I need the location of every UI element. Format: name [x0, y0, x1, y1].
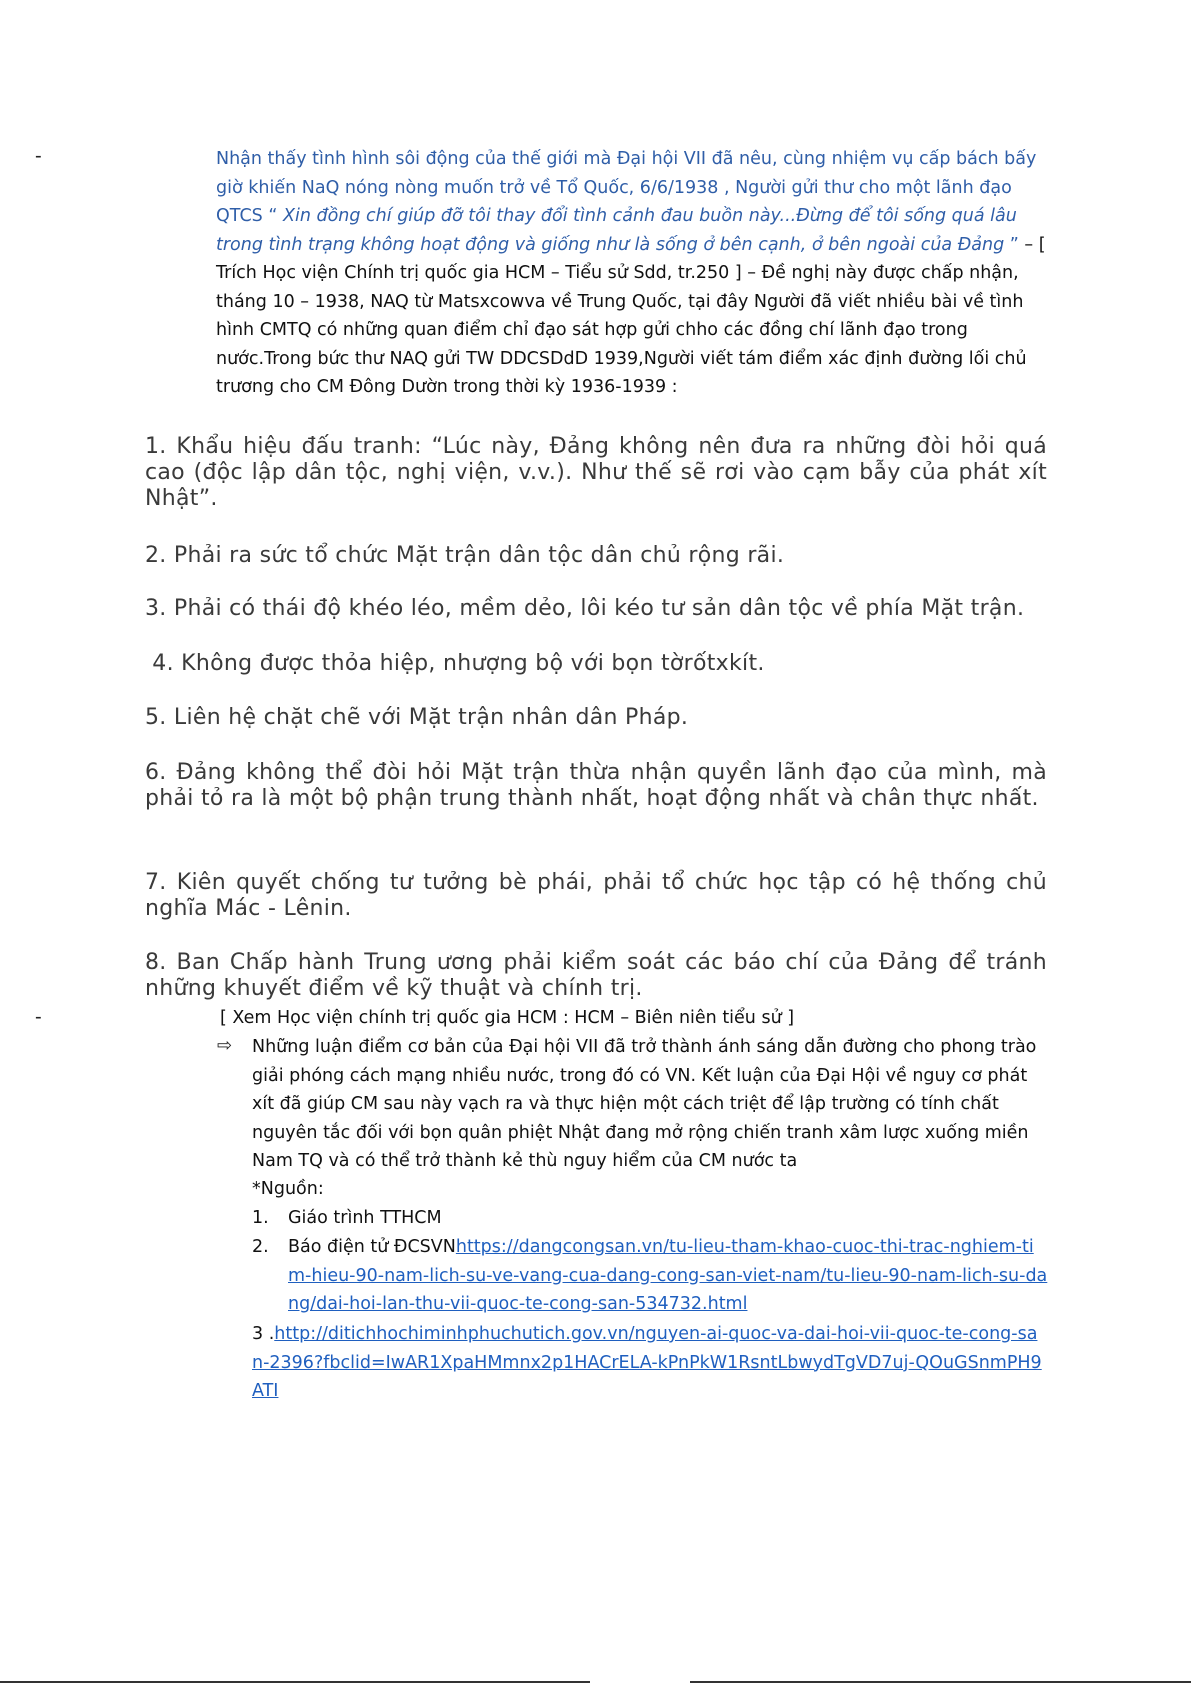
- source-1-text: Giáo trình TTHCM: [288, 1208, 442, 1228]
- intro-blue-text: Nhận thấy tình hình sôi động của thế giới mà Đại hội VII đã nêu, cùng nhiệm vụ cấp bách bấy giờ khiến NaQ nóng nòng muốn trở về Tổ Quốc, 6/6/1938 , Người gửi thư cho một lãnh đạo QTCS “: [216, 149, 1037, 226]
- sources-heading: *Nguồn:: [252, 1179, 324, 1199]
- arrow-icon: ⇨: [217, 1035, 233, 1055]
- page-bottom-rule: [0, 1681, 1191, 1683]
- bottom-rule-gap: [590, 1681, 690, 1683]
- source-3-entry: [252, 1320, 1048, 1406]
- source-3-link[interactable]: http://ditichhochiminhphuchutich.gov.vn/nguyen-ai-quoc-va-dai-hoi-vii-quoc-te-cong-san-2396?fbclid=IwAR1XpaHMmnx2p1HACrELA-kPnPkW1RsntLbwydTgVD7uj-QOuGSnmPH9ATI: [252, 1324, 1042, 1401]
- intro-quote-end: ”: [1004, 234, 1025, 255]
- point-4: 4. Không được thỏa hiệp, nhượng bộ với bọn tờrốtxkít.: [145, 651, 765, 676]
- bullet-dash: -: [35, 1006, 42, 1028]
- source-2-number: 2.: [252, 1237, 269, 1257]
- point-6: 6. Đảng không thể đòi hỏi Mặt trận thừa nhận quyền lãnh đạo của mình, mà phải tỏ ra là một bộ phận trung thành nhất, hoạt động nhất và chân thực nhất.: [145, 760, 1047, 811]
- point-2: 2. Phải ra sức tổ chức Mặt trận dân tộc dân chủ rộng rãi.: [145, 543, 785, 568]
- reference-line: [ Xem Học viện chính trị quốc gia HCM : HCM – Biên niên tiểu sử ]: [220, 1008, 795, 1028]
- source-2-prefix: Báo điện tử ĐCSVN: [288, 1237, 456, 1257]
- source-2-entry: [288, 1233, 1048, 1319]
- point-7: 7. Kiên quyết chống tư tưởng bè phái, phải tổ chức học tập có hệ thống chủ nghĩa Mác - Lênin.: [145, 870, 1047, 921]
- point-8: 8. Ban Chấp hành Trung ương phải kiểm soát các báo chí của Đảng để tránh những khuyết điểm về kỹ thuật và chính trị.: [145, 950, 1047, 1001]
- conclusion-paragraph: Những luận điểm cơ bản của Đại hội VII đã trở thành ánh sáng dẫn đường cho phong trào giải phóng cách mạng nhiều nước, trong đó có VN. Kết luận của Đại Hội về nguy cơ phát xít đã giúp CM sau này vạch ra và thực hiện một cách triệt để lập trường có tính chất nguyên tắc đối với bọn quân phiệt Nhật đang mở rộng chiến tranh xâm lược xuống miền Nam TQ và có thể trở thành kẻ thù nguy hiểm của CM nước ta: [252, 1037, 1037, 1171]
- point-1: 1. Khẩu hiệu đấu tranh: “Lúc này, Đảng không nên đưa ra những đòi hỏi quá cao (độc lập dân tộc, nghị viện, v.v.). Như thế sẽ rơi vào cạm bẫy của phát xít Nhật”.: [145, 434, 1047, 511]
- intro-body: – [ Trích Học viện Chính trị quốc gia HCM – Tiểu sử Sdd, tr.250 ] – Đề nghị này được chấp nhận, tháng 10 – 1938, NAQ từ Matsxcowva về Trung Quốc, tại đây Người đã viết nhiều bài về tình hình CMTQ có những quan điểm chỉ đạo sát hợp gửi chho các đồng chí lãnh đạo trong nước.Trong bức thư NAQ gửi TW DDCSDdD 1939,Người viết tám điểm xác định đường lối chủ trương cho CM Đông Dườn trong thời kỳ 1936-1939 :: [216, 234, 1046, 397]
- source-3-prefix: 3 .: [252, 1324, 275, 1344]
- intro-quote: Xin đồng chí giúp đỡ tôi thay đổi tình cảnh đau buồn này...Đừng để tôi sống quá lâu trong tình trạng không hoạt động và giống như là sống ở bên cạnh, ở bên ngoài của Đảng: [216, 206, 1017, 255]
- source-1-number: 1.: [252, 1208, 269, 1228]
- source-2-link[interactable]: https://dangcongsan.vn/tu-lieu-tham-khao-cuoc-thi-trac-nghiem-tim-hieu-90-nam-lich-su-ve-vang-cua-dang-cong-san-viet-nam/tu-lieu-90-nam-lich-su-dang/dai-hoi-lan-thu-vii-quoc-te-cong-san-534732.html: [288, 1237, 1048, 1314]
- intro-paragraph: [216, 145, 1046, 402]
- bullet-dash: -: [35, 145, 42, 167]
- point-5: 5. Liên hệ chặt chẽ với Mặt trận nhân dân Pháp.: [145, 705, 689, 730]
- point-3: 3. Phải có thái độ khéo léo, mềm dẻo, lôi kéo tư sản dân tộc về phía Mặt trận.: [145, 596, 1025, 621]
